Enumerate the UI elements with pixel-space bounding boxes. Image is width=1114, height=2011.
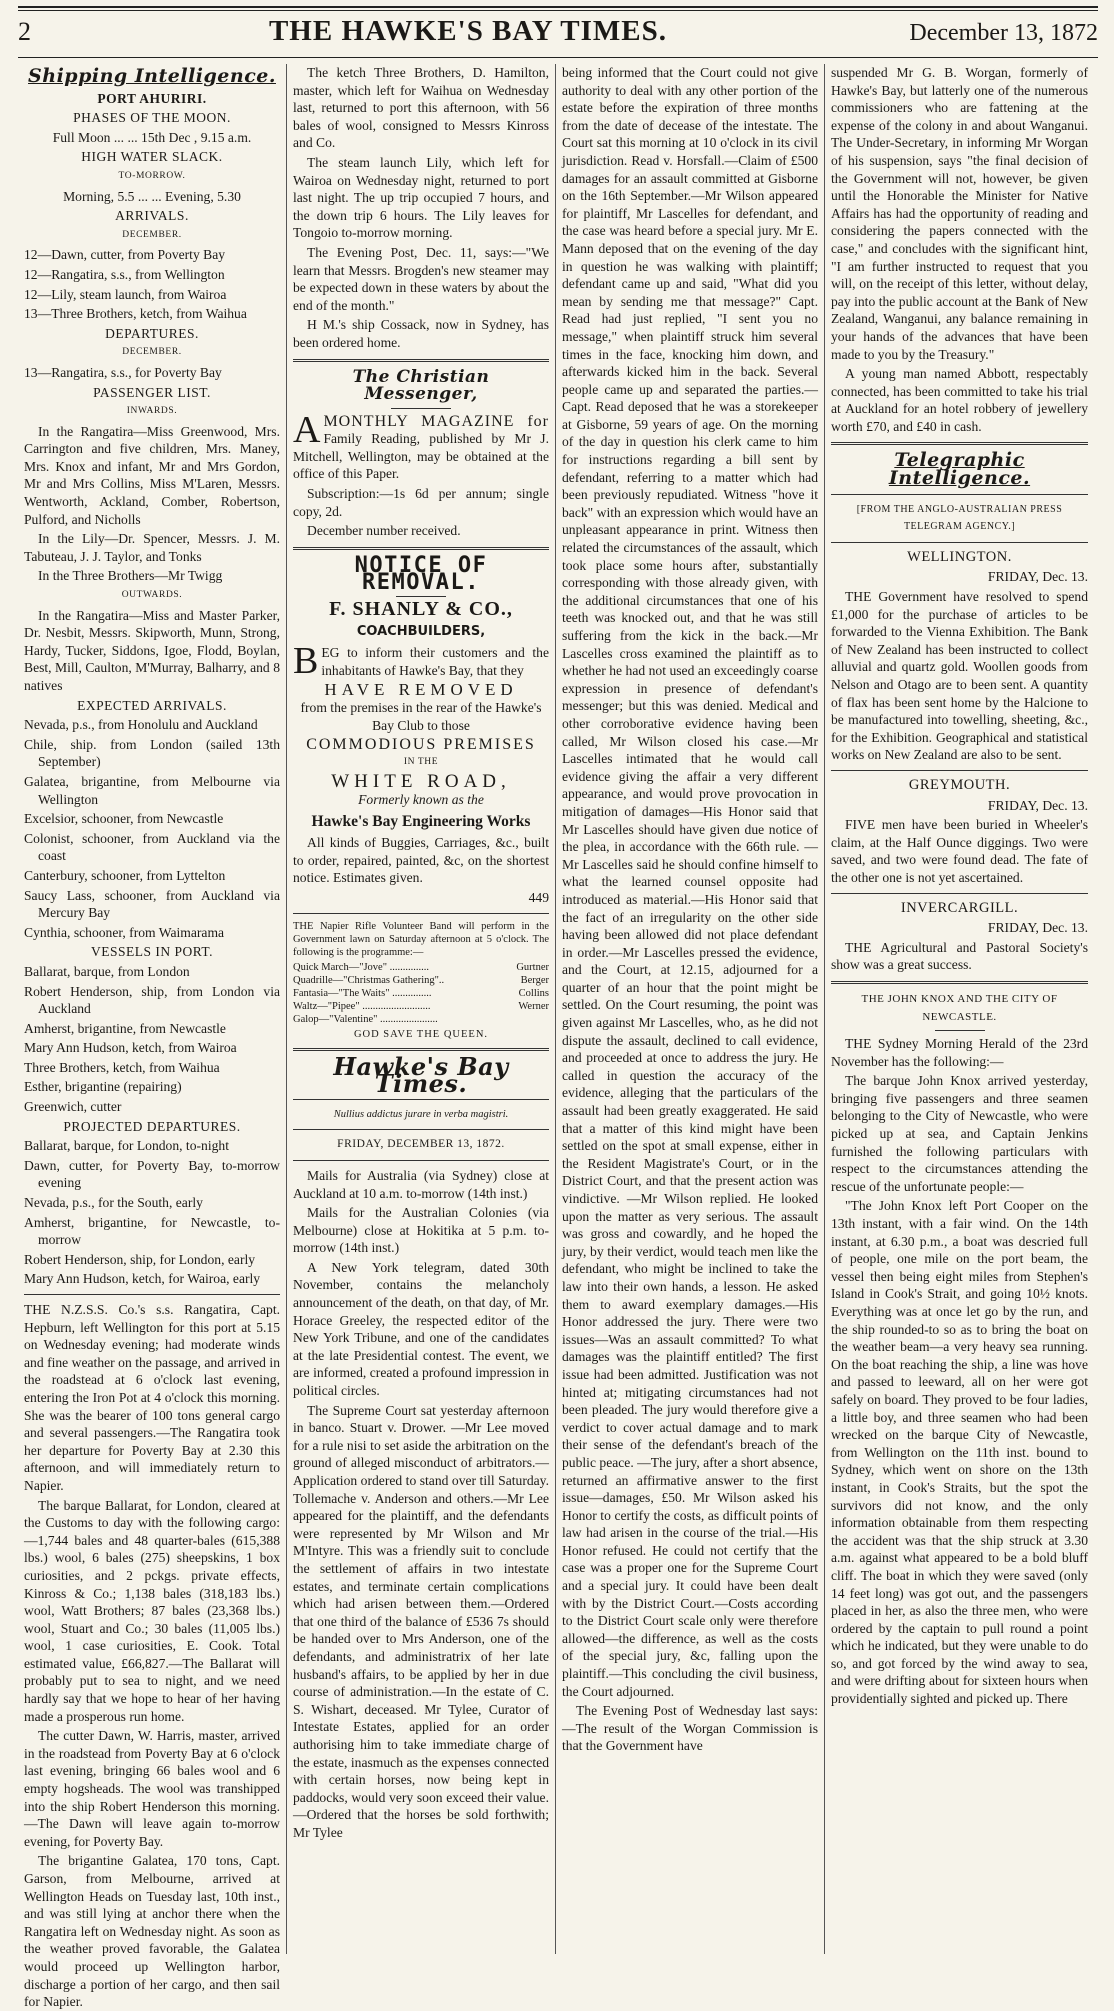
news-para: The barque John Knox arrived yesterday, bringing five passengers and three seamen belonging to the City of Newcastle, who were picked up at sea, and Captain Jenkins furnished the following particulars with respect to the circumstances attending the rescue of the unfortunate people:— <box>831 1073 1088 1194</box>
news-para: H M.'s ship Cossack, now in Sydney, has been ordered home. <box>293 317 549 350</box>
have-removed: HAVE REMOVED <box>324 680 518 700</box>
issue-date: December 13, 1872 <box>909 20 1098 46</box>
news-para: The steam launch Lily, which left for Wairoa on Wednesday night, returned to port last night. The up trip occupied 7 hours, and the down trip 6 hours. The Lily leaves for Tongoio to-morrow morning. <box>293 154 549 241</box>
news-para: The Evening Post of Wednesday last says:—The result of the Worgan Commission is that the Government have <box>562 1703 818 1754</box>
formerly: Formerly known as the <box>358 791 484 807</box>
arrival-line: 12—Dawn, cutter, from Poverty Bay <box>24 247 226 263</box>
inwards-para: In the Three Brothers—Mr Twigg <box>38 568 223 584</box>
band-text: THE Napier Rifle Volunteer Band will perform in the Government lawn on Saturday afternoon at 5 o'clock. The following is the programme:— <box>293 920 549 958</box>
expected-line: Saucy Lass, schooner, from Auckland via Mercury Bay <box>24 887 280 921</box>
telegraphic-heading: Telegraphic Intelligence. <box>888 449 1031 490</box>
short-rule <box>391 408 451 409</box>
wellington-date: FRIDAY, Dec. 13. <box>987 569 1088 585</box>
projected-line: Amherst, brigantine, for Newcastle, to-morrow <box>24 1214 280 1248</box>
agency-note: [FROM THE ANGLO-AUSTRALIAN PRESS TELEGRAM AGENCY.] <box>856 503 1063 533</box>
programme-composer: Gurtner <box>516 961 549 973</box>
masthead <box>18 15 1098 55</box>
programme-row <box>293 987 549 1000</box>
tomorrow-label: TO-MORROW. <box>118 170 186 181</box>
messenger-title: The Christian Messenger, <box>352 366 490 405</box>
vessel-line: Esther, brigantine (repairing) <box>24 1079 182 1095</box>
messenger-head: MONTHLY MAGAZINE for <box>323 412 549 430</box>
masthead-rule <box>18 57 1098 58</box>
inwards-para: In the Rangatira—Miss Greenwood, Mrs. Carrington and five children, Mrs. Maney, Mrs. Knox and infant, Mr and Mrs Gordon, Mr and Mrs Collins, Miss M'Laren, Messrs. Wentworth, Ackland, Comber, Robertson, Pulford, and Nicholls <box>24 423 280 527</box>
vessels-heading: VESSELS IN PORT. <box>90 944 214 960</box>
expected-line: Chile, ship. from London (sailed 13th September) <box>24 736 280 770</box>
expected-line: Nevada, p.s., from Honolulu and Auckland <box>24 717 258 733</box>
paper-title: THE HAWKE'S BAY TIMES. <box>268 15 668 47</box>
passenger-heading: PASSENGER LIST. <box>93 384 211 400</box>
invercargill-date: FRIDAY, Dec. 13. <box>987 920 1088 936</box>
news-para: Mails for the Australian Colonies (via Melbourne) close at Hokitika at 5 p.m. to-morrow (14th inst.) <box>293 1205 549 1256</box>
section-rule <box>831 442 1088 445</box>
column-1 <box>18 64 287 2010</box>
arrival-line: 12—Rangatira, s.s., from Wellington <box>24 266 225 282</box>
masthead-top-rule <box>18 6 1098 11</box>
all-kinds: All kinds of Buggies, Carriages, &c., built to order, repaired, painted, &c, on the shortest notice. Estimates given. <box>293 835 549 886</box>
projected-line: Robert Henderson, ship, for London, early <box>24 1251 256 1267</box>
messenger-body: Family Reading, published by Mr J. Mitchell, Wellington, may be obtained at the office of this Paper. <box>293 431 549 482</box>
programme-composer: Werner <box>518 1000 549 1012</box>
news-para: THE Agricultural and Pastoral Society's show was a great success. <box>831 939 1088 973</box>
programme-piece: Waltz—"Pipee" .......................... <box>293 1000 431 1012</box>
engineering-works: Hawke's Bay Engineering Works <box>311 812 531 830</box>
news-para: being informed that the Court could not give authority to deal with any other portion of the estate before the expiration of three months from the date of decease of the intestate. The Court sat this morning at 10 o'clock in its civil jurisdiction. Read v. Horsfall.—Claim of £500 damages for an assault committed at Gisborne on the 16th September.—Mr Wilson appeared for plaintiff, Mr Lascelles for defendant, and the case was heard before a special jury. Mr E. Mann deposed that on the evening of the day in question he was walking with plaintiff; defendant came up and said, "What did you mean by sending me that message?" Capt. Read had just replied, "I sent you no message," when plaintiff struck him several times in the face, knocking him down, and afterwards kicked him in the back. Several people came up and separated the parties.—Capt. Read deposed that he was a storekeeper at Gisborne, 59 years of age. On the morning of the day in question his clerk came to him for instructions regarding a bill sent by defendant, referring to a matter which had been previously repudiated. Witness "hove it back" with an expression which would have an unpleasant appearance in print. Witness then related the circumstances of the assault, which took place some hours after, substantially corresponding with those already given, with the additional circumstances that one of his teeth was knocked out, and that he was still suffering from the kick in the back.—Mr Lascelles cross examined the plaintiff as to whether he had not used an exceedingly coarse expression in presence of defendant's messenger; but this was denied. Medical and other corroborative evidence having been called, Mr Wilson closed his case.—Mr Lascelles intimated that he would call evidence giving the affair a very different appearance, and would prove provocation in mitigation of damages—His Honor said that Mr Lascelles should have given due notice of the plea, in accordance with the 66th rule. —Mr Lascelles said he should confine himself to what the learned counsel opposite had introduced as material.—His Honor said that the fact of an irregularity on the other side having been allowed did not place defendant in order.—Mr Lascelles pressed the evidence, and the Court, at 12.15, adjourned for a quarter of an hour that the point might be settled. On the Court resuming, the point was given against Mr Lascelles, who, as he did not dispute the assault, declined to call evidence, and proceeded at once to address the jury. He called in question the accuracy of the evidence, alleging that the particulars of the assault had been greatly exaggerated. He said that a matter of this kind might have been settled on the spot at small expense, either in the Resident Magistrate's Court, or in the District Court, and that the present action was vindictive. —Mr Wilson replied. He looked upon the matter as very serious. The assault was gross and cowardly, and he hoped the jury, by their verdict, would teach men like the defendant, who might be inclined to take the law into their own hands, a lesson. He asked them to award exemplary damages.—His Honor addressed the jury. There were two issues—Was an assault committed? To what damages was the plaintiff entitled? The first issue had been admitted. Justification was not hinted at; mitigating circumstances had not been pleaded. The jury would therefore give a verdict to cover actual damage and to mark their sense of the defendant's breach of the public peace. —The jury, after a short absence, returned an affirmative answer to the first issue—damages, £50. Mr Wilson asked his Honor to certify the costs, as difficult points of law had arisen in the course of the trial.—His Honor refused. He could not certify that the case was a proper one for the Supreme Court and a special jury. It could have been dealt with by the District Court.—Costs according to the District Court scale only were therefore allowed—the difference, as well as the costs of the special jury, &c, falling upon the plaintiff.—This concluding the civil business, the Court adjourned. <box>562 65 818 1699</box>
section-rule <box>831 494 1088 495</box>
vessel-line: Amherst, brigantine, from Newcastle <box>24 1020 226 1036</box>
news-para: A New York telegram, dated 30th November, contains the melancholy announcement of the death, on that day, of Mr. Horace Greeley, the respected editor of the New York Tribune, and one of the candidates at the late Presidential contest. The event, we are informed, created a profound impression in political circles. <box>293 1259 549 1399</box>
news-para: The cutter Dawn, W. Harris, master, arrived in the roadstead from Poverty Bay at 6 o'clock last evening, bringing 66 bales wool and 6 empty hogsheads. The wool was transhipped into the ship Robert Henderson this morning.—The Dawn will leave again to-morrow evening, for Poverty Bay. <box>24 1728 280 1849</box>
outwards-para: In the Rangatira—Miss and Master Parker, Dr. Nesbit, Messrs. Skipworth, Munn, Strong, Hardy, Tucker, Siddons, Igoe, Flodd, Boylan, Best, Mill, Caulton, M'Murray, Balharry, and 8 natives <box>24 607 280 693</box>
projected-line: Nevada, p.s., for the South, early <box>24 1195 203 1211</box>
greymouth-date: FRIDAY, Dec. 13. <box>987 797 1088 813</box>
programme-row <box>293 1000 549 1013</box>
moon-heading: PHASES OF THE MOON. <box>73 110 231 126</box>
section-rule <box>293 1129 549 1130</box>
band-notice <box>293 920 549 1041</box>
programme-row <box>293 1013 549 1026</box>
full-moon-line: Full Moon ... ... 15th Dec , 9.15 a.m. <box>52 129 252 145</box>
dateline: FRIDAY, DECEMBER 13, 1872. <box>337 1138 505 1151</box>
section-rule <box>831 893 1088 894</box>
drop-cap: A <box>293 408 321 451</box>
news-para: The Evening Post, Dec. 11, says:—"We learn that Messrs. Brogden's new steamer may be expected down in these waters by about the end of the month." <box>293 244 549 313</box>
white-road: WHITE ROAD, <box>331 771 511 793</box>
news-para: "The John Knox left Port Cooper on the 13th instant, with a fair wind. On the 14th instant, at 6.30 p.m., a boat was descried full of people, one mile on the port beam, the vessel then being eight miles from Stephen's Island in Cook's Strait, and going 10½ knots. Everything was at once let go by the run, and the ship rounded-to so as to bring the boat on the weather beam—a very heavy sea running. On the boat reaching the ship, a line was hove and passed to leeward, all on her were got safely on board. They proved to be four ladies, a little boy, and three seamen who had been wrecked on the barque City of Newcastle, from Wellington on the 11th inst. bound to Sydney, which went on shore on the 13th instant, in Cook's Straits, but the spot the survivors did not know, and the only information obtainable from them respecting the accident was that the ship struck at 3.30 a.m. against what appeared to be a bold bluff cliff. The boat in which they were saved (only 14 feet long) was got out, and the passengers placed in her, as also the three men, who were ordered by the captain to pull round a point which he indicated, but they were unable to do so, and got forced by the wind away to sea, and were drifting about for sixteen hours when providentially sighted and picked up. There <box>831 1198 1088 1707</box>
programme-piece: Galop—"Valentine" ...................... <box>293 1013 438 1025</box>
programme-composer: Collins <box>518 987 549 999</box>
news-para: The barque Ballarat, for London, cleared at the Customs to day with the following cargo:—1,744 bales and 48 quarter-bales (615,388 lbs.) wool, 6 bales (275) sheepskins, 1 box curiosities, and 2 pckgs. private effects, Kinross & Co.; 1,138 bales (318,183 lbs.) wool, Watt Brothers; 87 bales (23,368 lbs.) wool, Stuart and Co.; 30 bales (11,005 lbs.) wool, 1 case curiosities, E. Cook. Total estimated value, £66,827.—The Ballarat will probably put to sea to night, and we need hardly say that we hope to hear of her having made a prosperous run home. <box>24 1497 280 1724</box>
column-3 <box>556 64 825 1954</box>
outwards-label: OUTWARDS. <box>121 590 183 601</box>
john-knox-heading: THE JOHN KNOX AND THE CITY OF NEWCASTLE. <box>861 992 1058 1023</box>
programme-row <box>293 961 549 974</box>
news-para: THE Government have resolved to spend £1,000 for the purchase of articles to be forwarded to the Vienna Exhibition. The Bank of New Zealand has been instructed to collect alluvial and quartz gold. Woollen goods from Nelson and Otago are to been sent. A quantity of flax has been sent home by the Halcione to be manufactured into towelling, sheeting, &c., for the Exhibition. Geographical and statistical works on New Zealand are also to be sent. <box>831 589 1088 763</box>
departures-month: DECEMBER. <box>122 347 182 358</box>
departure-line: 13—Rangatira, s.s., for Poverty Bay <box>24 364 222 380</box>
port-heading: PORT AHURIRI. <box>97 90 207 106</box>
section-rule <box>831 981 1088 984</box>
short-rule <box>935 1030 985 1031</box>
section-rule <box>293 359 549 362</box>
news-para: A young man named Abbott, respectably connected, has been committed to take his trial at Auckland for an hotel robbery of jewellery worth £70, and £40 in cash. <box>831 366 1088 434</box>
drop-cap: B <box>293 640 319 683</box>
news-para: Mails for Australia (via Sydney) close at Auckland at 10 a.m. to-morrow (14th inst.) <box>293 1167 549 1201</box>
section-rule <box>293 1160 549 1161</box>
section-rule <box>293 547 549 550</box>
projected-line: Ballarat, barque, for London, to-night <box>24 1138 229 1154</box>
greymouth-heading: GREYMOUTH. <box>908 776 1011 793</box>
programme-row <box>293 974 549 987</box>
programme-piece: Quick March—"Jove" ............... <box>293 961 430 973</box>
inwards-label: INWARDS. <box>126 406 178 417</box>
news-para: The ketch Three Brothers, D. Hamilton, master, which left for Waihua on Wednesday last, returned to port this afternoon, with 56 bales of wool, consigned to Messrs Kinross and Co. <box>293 65 549 151</box>
expected-line: Colonist, schooner, from Auckland via the coast <box>24 830 280 864</box>
page-number: 2 <box>18 17 31 46</box>
times-title: Hawke's Bay Times. <box>333 1051 509 1099</box>
vessel-line: Mary Ann Hudson, ketch, from Wairoa <box>24 1040 237 1056</box>
removal-title: NOTICE OF REMOVAL. <box>354 552 488 596</box>
invercargill-heading: INVERCARGILL. <box>900 899 1019 916</box>
god-save: GOD SAVE THE QUEEN. <box>353 1028 489 1040</box>
expected-line: Canterbury, schooner, from Lyttelton <box>24 867 226 883</box>
firm-name: F. SHANLY & CO., <box>329 598 513 621</box>
tide-times: Morning, 5.5 ... ... Evening, 5.30 <box>63 188 241 204</box>
high-water-heading: HIGH WATER SLACK. <box>81 149 223 165</box>
section-rule <box>831 542 1088 543</box>
programme-piece: Quadrille—"Christmas Gathering".. <box>293 974 445 986</box>
projected-heading: PROJECTED DEPARTURES. <box>63 1118 241 1134</box>
expected-line: Galatea, brigantine, from Melbourne via Wellington <box>24 773 280 807</box>
inwards-para: In the Lily—Dr. Spencer, Messrs. J. M. Tabuteau, J. J. Taylor, and Tonks <box>24 531 280 564</box>
beg-text: EG to inform their customers and the inhabitants of Hawke's Bay, that they <box>321 645 549 678</box>
section-rule <box>24 1294 280 1295</box>
news-para: FIVE men have been buried in Wheeler's claim, at the Half Ounce diggings. Two were saved, and two were found dead. The fate of the other one is not yet ascertained. <box>831 817 1088 885</box>
arrival-line: 13—Three Brothers, ketch, from Waihua <box>24 306 247 322</box>
news-para: The Supreme Court sat yesterday afternoon in banco. Stuart v. Drower. —Mr Lee moved for a rule nisi to set aside the arbitration on the ground of alleged misconduct of arbitrators.—Application ordered to stand over till Saturday. Tollemache v. Anderson and others.—Mr Lee appeared for the plaintiff, and the defendants were represented by Mr Wilson and Mr M'Intyre. This was a friendly suit to conclude the settlement of affairs in two intestate estates, and terminate certain complications which had arisen between them.—Ordered that one third of the balance of £536 7s should be handed over to Mrs Anderson, one of the defendants, and administratrix of her late husband's affairs, to be applied by her in due course of administration.—In the estate of C. S. Wishart, deceased. Mr Tylee, Curator of Intestate Estates, applied for an order authorising him to take immediate charge of the estate, inasmuch as the expenses connected with certain horses, now being kept in paddocks, would very soon exceed their value.—Ordered that the horses be sold forthwith; Mr Tylee <box>293 1402 549 1840</box>
arrival-line: 12—Lily, steam launch, from Wairoa <box>24 286 227 302</box>
section-rule <box>293 913 549 914</box>
programme-composer: Berger <box>520 974 549 986</box>
from-premises: from the premises in the rear of the Hawke's Bay Club to those <box>300 700 542 733</box>
coachbuilders: COACHBUILDERS, <box>356 623 486 639</box>
projected-line: Dawn, cutter, for Poverty Bay, to-morrow evening <box>24 1157 280 1191</box>
news-para: THE Sydney Morning Herald of the 23rd November has the following:— <box>831 1036 1088 1069</box>
programme-piece: Fantasia—"The Waits" ............... <box>293 987 432 999</box>
section-rule <box>293 1048 549 1051</box>
vessel-line: Greenwich, cutter <box>24 1099 122 1115</box>
expected-heading: EXPECTED ARRIVALS. <box>77 697 227 713</box>
departures-heading: DEPARTURES. <box>105 325 199 341</box>
projected-line: Mary Ann Hudson, ketch, for Wairoa, early <box>24 1271 261 1287</box>
news-para: The brigantine Galatea, 170 tons, Capt. Garson, from Melbourne, arrived at Wellington Heads on Tuesday last, 10th inst., and was still lying at anchor there when the Rangatira left on Wednesday night. As soon as the weather proved favorable, the Galatea would proceed up Wellington harbor, discharge a portion of her cargo, and then sail for Napier. <box>24 1853 280 2010</box>
vessel-line: Three Brothers, ketch, from Waihua <box>24 1059 220 1075</box>
wellington-heading: WELLINGTON. <box>907 548 1012 565</box>
vessel-line: Robert Henderson, ship, from London via Auckland <box>24 983 280 1017</box>
news-para: suspended Mr G. B. Worgan, formerly of Hawke's Bay, but latterly one of the numerous commissioners who are fattening at the expense of the colony in and about Wanganui. The Under-Secretary, in informing Mr Worgan of his suspension, says "the final decision of the Government will not, however, be given until the Honorable the Minister for Native Affairs has had the opportunity of reading and considering the papers connected with the case," and concludes with the significant hint, "I am further instructed to request that you will, on the receipt of this letter, without delay, pay into the public account at the Bank of New Zealand, Wanganui, any balance remaining in your hands of the advances that have been made to you by the Treasury." <box>831 65 1088 362</box>
commodious: COMMODIOUS PREMISES <box>306 736 536 754</box>
short-rule <box>396 596 446 597</box>
column-4 <box>825 64 1094 1954</box>
section-rule <box>831 770 1088 771</box>
messenger-subscription: Subscription:—1s 6d per annum; single copy, 2d. <box>293 486 549 519</box>
ad-number: 449 <box>528 889 549 905</box>
arrivals-month: DECEMBER. <box>122 229 182 240</box>
in-the: IN THE <box>403 756 439 767</box>
vessel-line: Ballarat, barque, from London <box>24 963 190 979</box>
section-rule <box>293 1099 549 1100</box>
messenger-december: December number received. <box>307 523 461 539</box>
motto: Nullius addictus jurare in verba magistri. <box>333 1108 509 1120</box>
expected-line: Cynthia, schooner, from Waimarama <box>24 924 225 940</box>
arrivals-heading: ARRIVALS. <box>115 208 189 224</box>
column-2 <box>287 64 556 1954</box>
shipping-heading: Shipping Intelligence. <box>28 65 276 87</box>
expected-line: Excelsior, schooner, from Newcastle <box>24 811 224 827</box>
news-para: THE N.Z.S.S. Co.'s s.s. Rangatira, Capt. Hepburn, left Wellington for this port at 5.15 on Wednesday evening; had moderate winds and fine weather on the passage, and arrived in the roadstead at 6 o'clock last evening, entering the Iron Pot at 4 o'clock this morning. She was the bearer of 100 tons general cargo and several passengers.—The Rangatira took her departure for Poverty Bay at 2.30 this afternoon, and will immediately return to Napier. <box>24 1302 280 1493</box>
columns <box>18 64 1098 2010</box>
